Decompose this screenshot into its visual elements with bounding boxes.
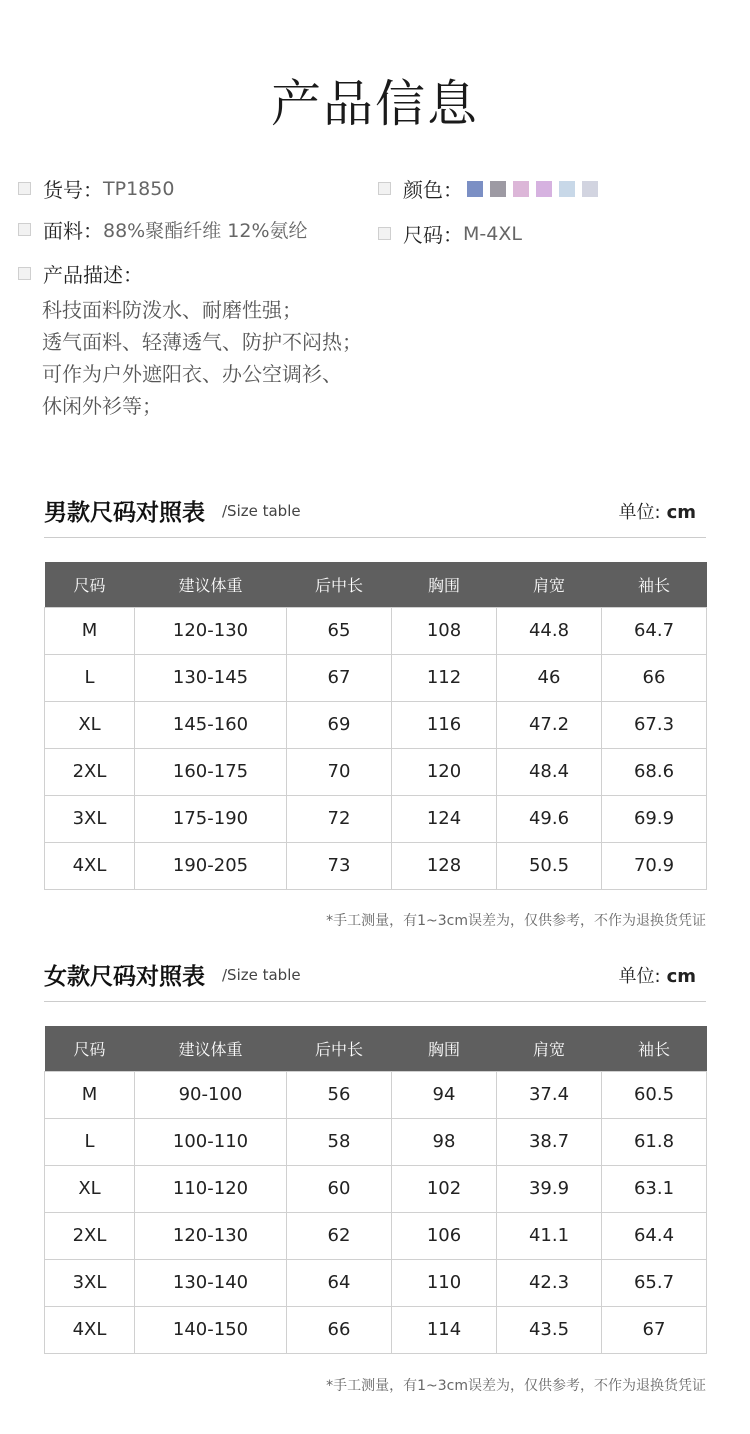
desc-label: 产品描述： (43, 263, 143, 287)
table-cell: M (45, 1071, 135, 1118)
table-cell: 50.5 (497, 842, 602, 889)
table-cell: 44.8 (497, 607, 602, 654)
table-cell: 73 (287, 842, 392, 889)
table-cell: 4XL (45, 842, 135, 889)
mens-size-header (44, 494, 706, 538)
table-cell: 116 (392, 701, 497, 748)
color-label: 颜色： (403, 178, 463, 202)
desc-line: 可作为户外遮阳衣、办公空调衫、 (42, 362, 342, 386)
table-cell: 70 (287, 748, 392, 795)
table-cell: 114 (392, 1306, 497, 1353)
bullet-square-icon (378, 227, 391, 240)
measurement-note: *手工测量，有1~3cm误差为，仅供参考，不作为退换货凭证 (326, 913, 706, 929)
table-cell: 67 (287, 654, 392, 701)
table-cell: 66 (602, 654, 707, 701)
table-cell: 140-150 (135, 1306, 287, 1353)
table-cell: 130-140 (135, 1259, 287, 1306)
table-cell: 160-175 (135, 748, 287, 795)
column-header: 胸围 (392, 562, 497, 607)
table-row (45, 1212, 707, 1259)
table-header-row (45, 562, 707, 607)
table-cell: 63.1 (602, 1165, 707, 1212)
unit-label-text: 单位: (618, 966, 661, 987)
table-cell: 39.9 (497, 1165, 602, 1212)
column-header: 后中长 (287, 562, 392, 607)
table-cell: 67.3 (602, 701, 707, 748)
sku-label: 货号： (43, 178, 103, 202)
table-row (45, 1071, 707, 1118)
table-cell: 120 (392, 748, 497, 795)
table-header-row (45, 1026, 707, 1071)
section-title: 男款尺码对照表 (44, 500, 205, 526)
table-cell: 48.4 (497, 748, 602, 795)
table-cell: 69.9 (602, 795, 707, 842)
table-cell: 110 (392, 1259, 497, 1306)
table-cell: 130-145 (135, 654, 287, 701)
fabric-label: 面料： (43, 219, 103, 243)
page-title: 产品信息 (271, 75, 479, 133)
table-row (45, 701, 707, 748)
column-header: 后中长 (287, 1026, 392, 1071)
table-cell: 64.7 (602, 607, 707, 654)
table-cell: 108 (392, 607, 497, 654)
column-header: 袖长 (602, 1026, 707, 1071)
table-cell: 120-130 (135, 607, 287, 654)
sku-row (18, 174, 174, 203)
table-cell: 43.5 (497, 1306, 602, 1353)
size-value: M-4XL (463, 222, 522, 245)
unit-label (618, 498, 696, 524)
table-cell: 42.3 (497, 1259, 602, 1306)
table-cell: 102 (392, 1165, 497, 1212)
column-header: 肩宽 (497, 1026, 602, 1071)
color-swatch (536, 181, 552, 197)
color-swatch (467, 181, 483, 197)
table-cell: 64 (287, 1259, 392, 1306)
table-cell: XL (45, 701, 135, 748)
unit-label (618, 962, 696, 988)
table-cell: 46 (497, 654, 602, 701)
table-row (45, 795, 707, 842)
mens-size-table (44, 562, 707, 890)
unit-value: cm (666, 502, 696, 523)
table-row (45, 842, 707, 889)
table-cell: 110-120 (135, 1165, 287, 1212)
desc-line: 科技面料防泼水、耐磨性强； (42, 298, 302, 322)
color-swatch (490, 181, 506, 197)
size-row (378, 219, 522, 248)
womens-size-header (44, 958, 706, 1002)
table-row (45, 1306, 707, 1353)
desc-row (18, 259, 143, 288)
bullet-square-icon (18, 182, 31, 195)
table-cell: 145-160 (135, 701, 287, 748)
table-row (45, 1118, 707, 1165)
color-swatches (467, 181, 598, 197)
table-cell: L (45, 1118, 135, 1165)
table-cell: 120-130 (135, 1212, 287, 1259)
table-cell: 37.4 (497, 1071, 602, 1118)
table-cell: 66 (287, 1306, 392, 1353)
table-cell: 106 (392, 1212, 497, 1259)
table-cell: 65 (287, 607, 392, 654)
table-cell: 64.4 (602, 1212, 707, 1259)
color-swatch (582, 181, 598, 197)
table-cell: 38.7 (497, 1118, 602, 1165)
table-cell: 2XL (45, 748, 135, 795)
color-swatch (559, 181, 575, 197)
womens-size-table (44, 1026, 707, 1354)
table-cell: 65.7 (602, 1259, 707, 1306)
table-cell: 98 (392, 1118, 497, 1165)
product-description (42, 294, 362, 422)
table-cell: 3XL (45, 1259, 135, 1306)
table-cell: 58 (287, 1118, 392, 1165)
bullet-square-icon (18, 223, 31, 236)
column-header: 建议体重 (135, 562, 287, 607)
table-cell: 49.6 (497, 795, 602, 842)
table-cell: 60.5 (602, 1071, 707, 1118)
sku-value: TP1850 (103, 177, 175, 200)
table-cell: 128 (392, 842, 497, 889)
color-swatch (513, 181, 529, 197)
table-cell: 124 (392, 795, 497, 842)
table-row (45, 607, 707, 654)
column-header: 尺码 (45, 562, 135, 607)
column-header: 尺码 (45, 1026, 135, 1071)
desc-line: 透气面料、轻薄透气、防护不闷热； (42, 330, 362, 354)
table-cell: 190-205 (135, 842, 287, 889)
table-cell: 90-100 (135, 1071, 287, 1118)
table-cell: 62 (287, 1212, 392, 1259)
table-cell: 61.8 (602, 1118, 707, 1165)
table-cell: 4XL (45, 1306, 135, 1353)
table-cell: 100-110 (135, 1118, 287, 1165)
measurement-note: *手工测量，有1~3cm误差为，仅供参考，不作为退换货凭证 (326, 1378, 706, 1394)
fabric-row (18, 215, 308, 244)
column-header: 袖长 (602, 562, 707, 607)
table-row (45, 1259, 707, 1306)
table-cell: 112 (392, 654, 497, 701)
table-cell: 72 (287, 795, 392, 842)
table-row (45, 748, 707, 795)
column-header: 胸围 (392, 1026, 497, 1071)
table-cell: 3XL (45, 795, 135, 842)
size-label: 尺码： (403, 223, 463, 247)
table-cell: 56 (287, 1071, 392, 1118)
table-cell: L (45, 654, 135, 701)
table-cell: XL (45, 1165, 135, 1212)
desc-line: 休闲外衫等； (42, 394, 162, 418)
table-cell: 2XL (45, 1212, 135, 1259)
bullet-square-icon (18, 267, 31, 280)
table-cell: 47.2 (497, 701, 602, 748)
table-cell: 68.6 (602, 748, 707, 795)
table-cell: 41.1 (497, 1212, 602, 1259)
column-header: 肩宽 (497, 562, 602, 607)
section-title: 女款尺码对照表 (44, 964, 205, 990)
table-cell: 60 (287, 1165, 392, 1212)
fabric-value: 88%聚酯纤维 12%氨纶 (103, 220, 308, 242)
bullet-square-icon (378, 182, 391, 195)
table-cell: M (45, 607, 135, 654)
table-cell: 70.9 (602, 842, 707, 889)
color-row (378, 174, 598, 203)
column-header: 建议体重 (135, 1026, 287, 1071)
table-cell: 94 (392, 1071, 497, 1118)
table-cell: 67 (602, 1306, 707, 1353)
section-subtitle: /Size table (222, 502, 301, 520)
table-cell: 175-190 (135, 795, 287, 842)
table-row (45, 654, 707, 701)
table-cell: 69 (287, 701, 392, 748)
unit-label-text: 单位: (618, 502, 661, 523)
section-subtitle: /Size table (222, 966, 301, 984)
table-row (45, 1165, 707, 1212)
unit-value: cm (666, 966, 696, 987)
